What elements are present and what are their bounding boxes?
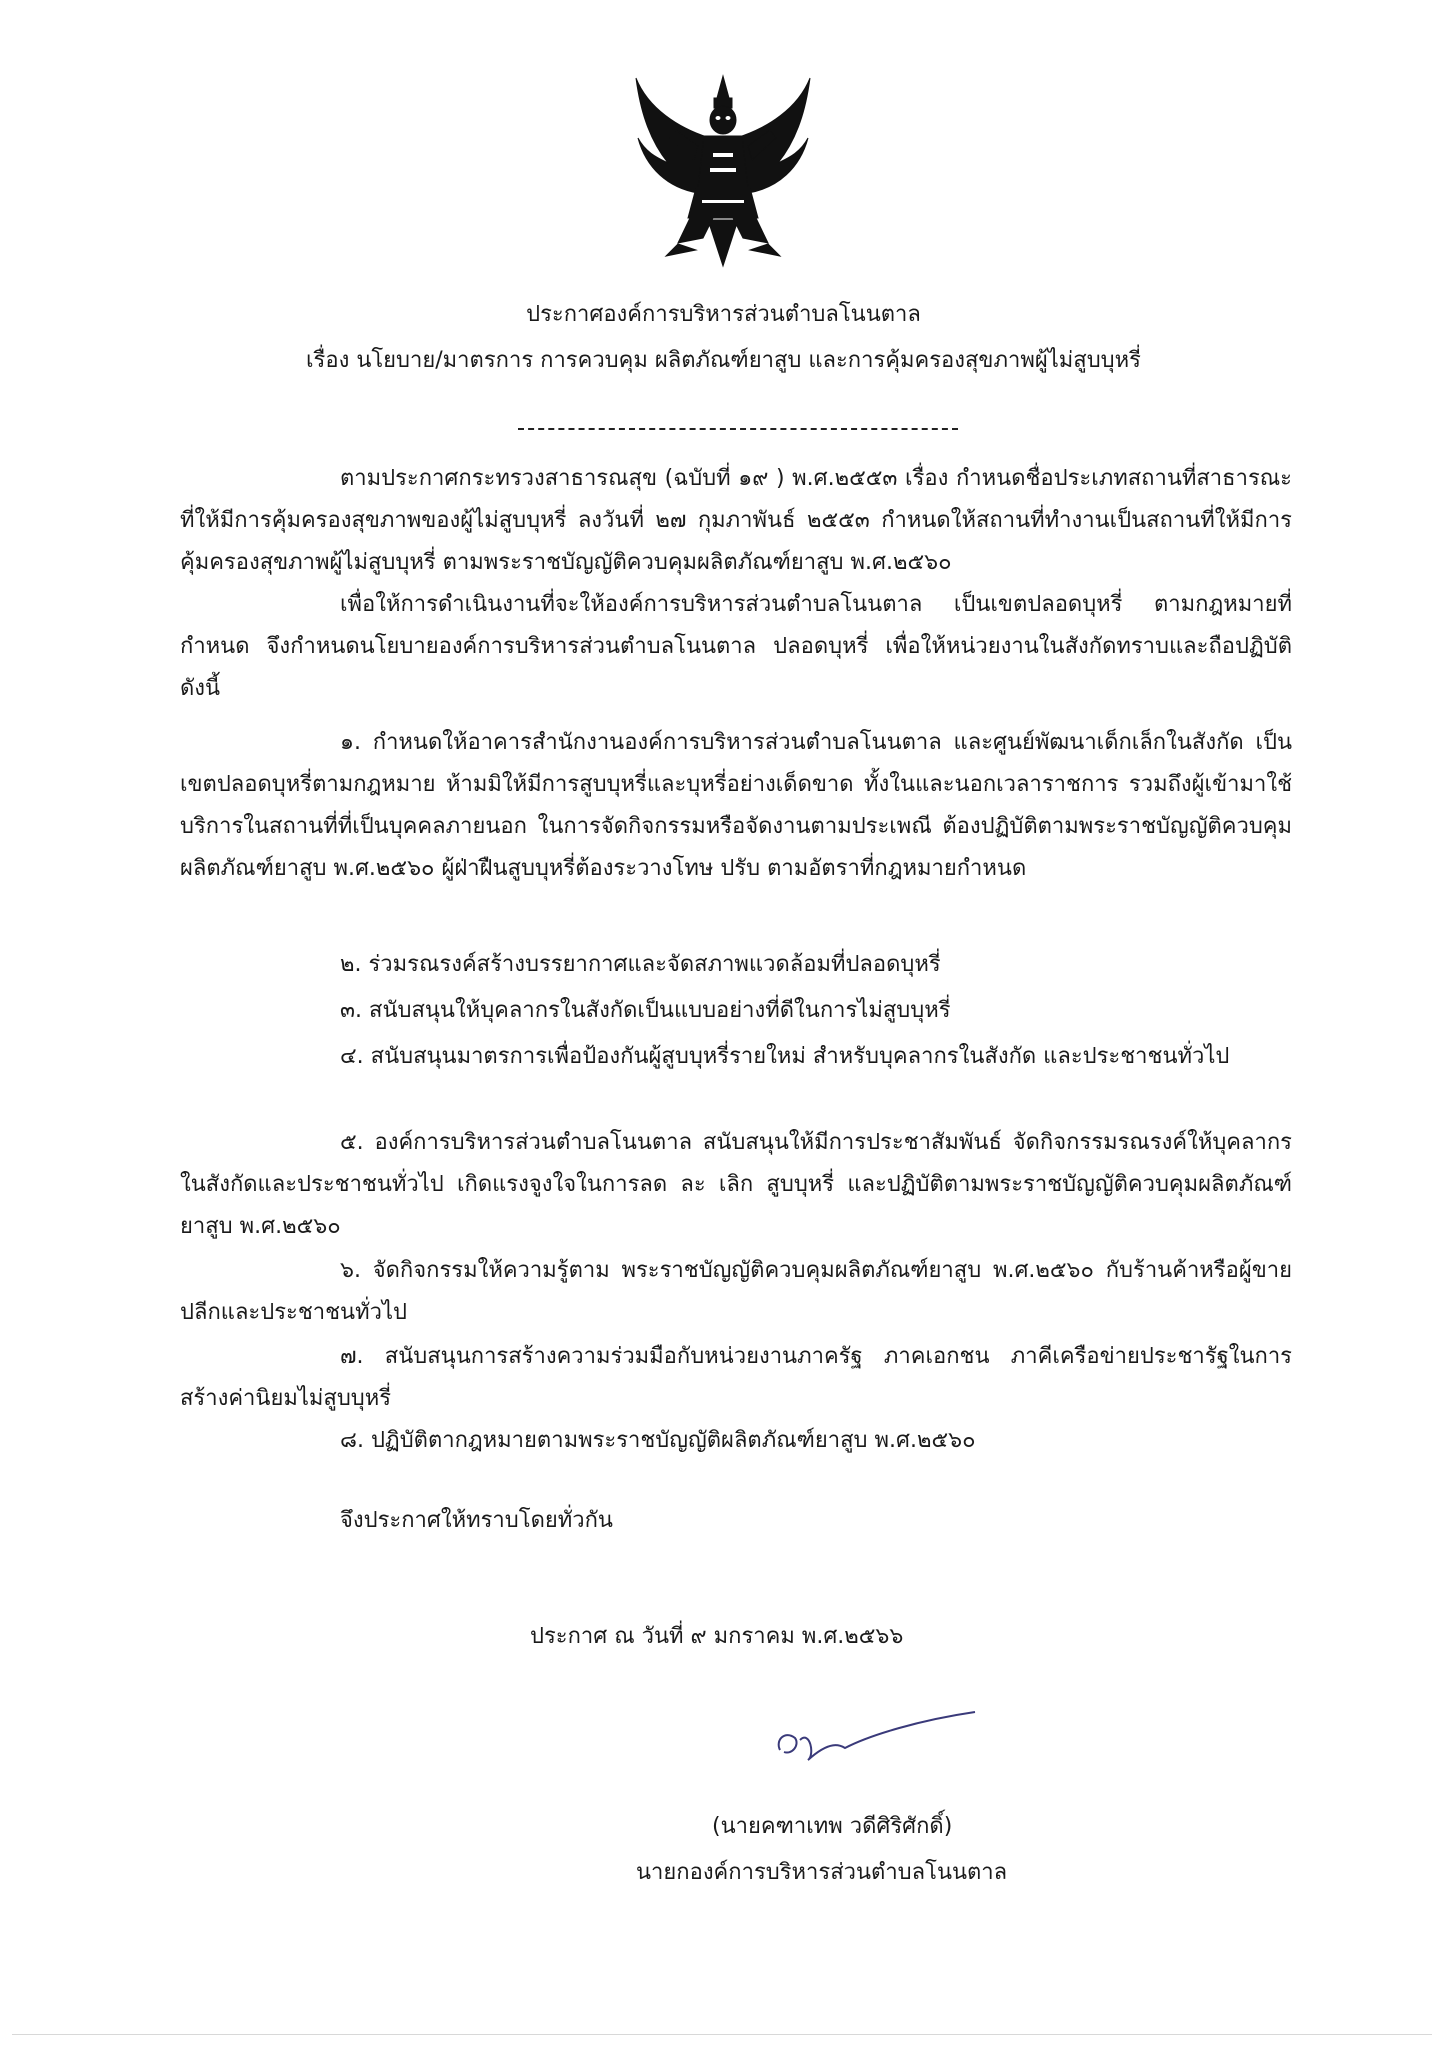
paragraph-intro: ตามประกาศกระทรวงสาธารณสุข (ฉบับที่ ๑๙ ) พ.ศ.๒๕๕๓ เรื่อง กำหนดชื่อประเภทสถานที่สาธารณะที่ให้มีการคุ้มครองสุขภาพของผู้ไม่สูบบุหรี่ ลงวันที่ ๒๗ กุมภาพันธ์ ๒๕๕๓ กำหนดให้สถานที่ทำงานเป็นสถานที่ให้มีการคุ้มครองสุขภาพผู้ไม่สูบบุหรี่ ตามพระราชบัญญัติควบคุมผลิตภัณฑ์ยาสูบ พ.ศ.๒๕๖๐ (180, 466, 1292, 575)
list-item: ๒. ร่วมรณรงค์สร้างบรรยากาศและจัดสภาพแวดล้อมที่ปลอดบุหรี่ (340, 952, 941, 977)
list-item: ๑. กำหนดให้อาคารสำนักงานองค์การบริหารส่วนตำบลโนนตาล และศูนย์พัฒนาเด็กเล็กในสังกัด เป็นเขตปลอดบุหรี่ตามกฎหมาย ห้ามมิให้มีการสูบบุหรี่และบุหรี่อย่างเด็ดขาด ทั้งในและนอกเวลาราชการ รวมถึงผู้เข้ามาใช้บริการในสถานที่ที่เป็นบุคคลภายนอก ในการจัดกิจกรรมหรือจัดงานตามประเพณี ต้องปฏิบัติตามพระราชบัญญัติควบคุมผลิตภัณฑ์ยาสูบ พ.ศ.๒๕๖๐ ผู้ฝ่าฝืนสูบบุหรี่ต้องระวางโทษ ปรับ ตามอัตราที่กฎหมายกำหนด (180, 730, 1292, 881)
list-item: ๓. สนับสนุนให้บุคลากรในสังกัดเป็นแบบอย่างที่ดีในการไม่สูบบุหรี่ (340, 998, 951, 1023)
document-subject: เรื่อง นโยบาย/มาตรการ การควบคุม ผลิตภัณฑ์ยาสูบ และการคุ้มครองสุขภาพผู้ไม่สูบบุหรี่ (306, 348, 1141, 373)
list-item: ๔. สนับสนุนมาตรการเพื่อป้องกันผู้สูบบุหรี่รายใหม่ สำหรับบุคลากรในสังกัด และประชาชนทั่วไป (340, 1044, 1230, 1069)
announcement-date: ประกาศ ณ วันที่ ๙ มกราคม พ.ศ.๒๕๖๖ (530, 1624, 904, 1649)
document-title: ประกาศองค์การบริหารส่วนตำบลโนนตาล (526, 302, 921, 327)
list-item: ๕. องค์การบริหารส่วนตำบลโนนตาล สนับสนุนให้มีการประชาสัมพันธ์ จัดกิจกรรมรณรงค์ให้บุคลากรในสังกัดและประชาชนทั่วไป เกิดแรงจูงใจในการลด ละ เลิก สูบบุหรี่ และปฏิบัติตามพระราชบัญญัติควบคุมผลิตภัณฑ์ยาสูบ พ.ศ.๒๕๖๐ (180, 1130, 1292, 1239)
separator-text (518, 412, 766, 431)
signatory-position: นายกองค์การบริหารส่วนตำบลโนนตาล (636, 1860, 1008, 1885)
list-item: ๖. จัดกิจกรรมให้ความรู้ตาม พระราชบัญญัติควบคุมผลิตภัณฑ์ยาสูบ พ.ศ.๒๕๖๐ กับร้านค้าหรือผู้ขายปลีกและประชาชนทั่วไป (180, 1258, 1292, 1325)
paragraph-purpose: เพื่อให้การดำเนินงานที่จะให้องค์การบริหารส่วนตำบลโนนตาล เป็นเขตปลอดบุหรี่ ตามกฎหมายที่กำหนด จึงกำหนดนโยบายองค์การบริหารส่วนตำบลโนนตาล ปลอดบุหรี่ เพื่อให้หน่วยงานในสังกัดทราบและถือปฏิบัติ ดังนี้ (180, 592, 1292, 701)
signatory-name: (นายคฑาเทพ วดีศิริศักดิ์) (712, 1814, 953, 1839)
page-bottom-divider (12, 2034, 1432, 2035)
garuda-emblem-icon (618, 68, 828, 268)
list-item: ๘. ปฏิบัติตากฎหมายตามพระราชบัญญัติผลิตภัณฑ์ยาสูบ พ.ศ.๒๕๖๐ (340, 1428, 976, 1453)
closing-statement: จึงประกาศให้ทราบโดยทั่วกัน (340, 1508, 613, 1533)
handwritten-signature (770, 1700, 990, 1780)
list-item: ๗. สนับสนุนการสร้างความร่วมมือกับหน่วยงานภาครัฐ ภาคเอกชน ภาคีเครือข่ายประชารัฐในการสร้างค่านิยมไม่สูบบุหรี่ (180, 1344, 1292, 1411)
